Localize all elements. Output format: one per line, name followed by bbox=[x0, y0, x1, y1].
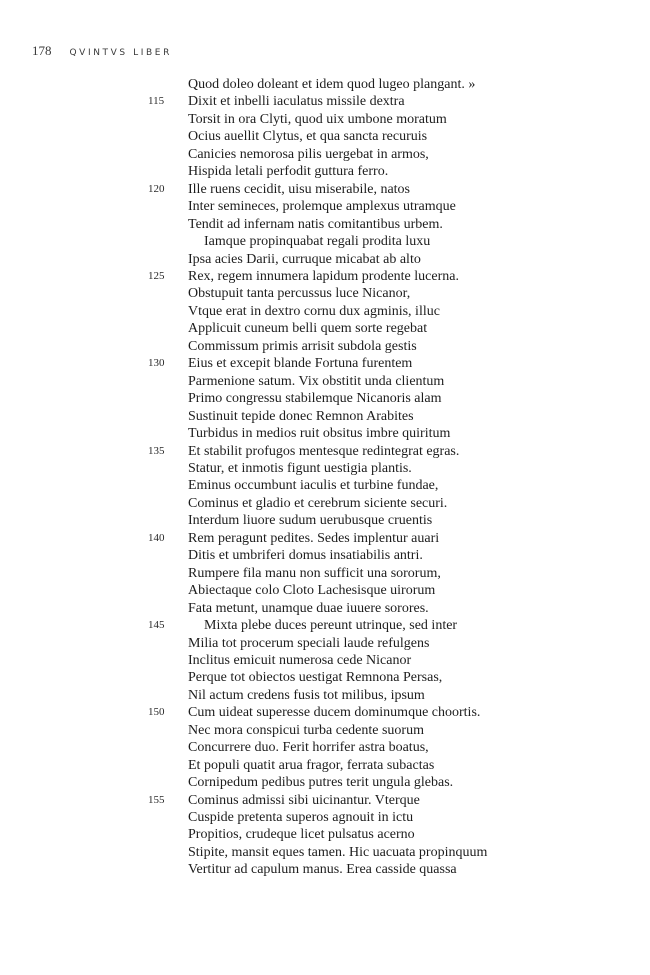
verse-text: Sustinuit tepide donec Remnon Arabites bbox=[188, 408, 414, 424]
verse-text: Rex, regem innumera lapidum prodente lucerna. bbox=[188, 268, 459, 284]
verse-text: Interdum liuore sudum uerubusque cruentis bbox=[188, 513, 433, 529]
verse-line bbox=[0, 355, 650, 372]
verse-text: Hispida letali perfodit guttura ferro. bbox=[188, 164, 389, 180]
page-number: 178 bbox=[32, 43, 52, 58]
verse-text: Fata metunt, unamque duae iuuere sorores. bbox=[188, 600, 429, 616]
verse-text: Commissum primis arrisit subdola gestis bbox=[188, 338, 417, 354]
verse-line bbox=[0, 495, 650, 512]
verse-text: Rem peragunt pedites. Sedes implentur auari bbox=[188, 530, 440, 546]
verse-text: Et populi quatit arua fragor, ferrata subactas bbox=[188, 757, 435, 773]
verse-line bbox=[0, 111, 650, 128]
poem-text bbox=[0, 76, 650, 879]
line-number: 155 bbox=[148, 793, 165, 806]
verse-text: Ipsa acies Darii, curruque micabat ab alto bbox=[188, 251, 421, 267]
verse-text: Cum uideat superesse ducem dominumque choortis. bbox=[188, 705, 481, 721]
verse-text: Iamque propinquabat regali prodita luxu bbox=[204, 234, 431, 250]
verse-line bbox=[0, 617, 650, 634]
verse-line bbox=[0, 477, 650, 494]
verse-text: Obstupuit tanta percussus luce Nicanor, bbox=[188, 286, 411, 302]
verse-text: Tendit ad infernam natis comitantibus urbem. bbox=[188, 216, 443, 232]
verse-line bbox=[0, 320, 650, 337]
verse-text: Perque tot obiectos uestigat Remnona Persas, bbox=[188, 670, 443, 686]
verse-line bbox=[0, 146, 650, 163]
verse-line bbox=[0, 844, 650, 861]
verse-line bbox=[0, 233, 650, 250]
verse-line bbox=[0, 268, 650, 285]
verse-text: Ille ruens cecidit, uisu miserabile, natos bbox=[188, 181, 410, 197]
verse-text: Rumpere fila manu non sufficit una sororum, bbox=[188, 565, 441, 581]
verse-text: Abiectaque colo Cloto Lachesisque uirorum bbox=[188, 583, 436, 599]
line-number: 130 bbox=[148, 357, 165, 370]
verse-text: Inclitus emicuit numerosa cede Nicanor bbox=[188, 652, 412, 668]
verse-line bbox=[0, 792, 650, 809]
verse-text: Cominus et gladio et cerebrum siciente securi. bbox=[188, 495, 448, 511]
verse-line bbox=[0, 512, 650, 529]
line-number: 140 bbox=[148, 531, 165, 544]
running-header bbox=[32, 42, 172, 60]
verse-text: Eminus occumbunt iaculis et turbine fundae, bbox=[188, 478, 439, 494]
verse-text: Applicuit cuneum belli quem sorte regebat bbox=[188, 321, 428, 337]
line-number: 120 bbox=[148, 182, 165, 195]
verse-text: Stipite, mansit eques tamen. Hic uacuata propinquum bbox=[188, 844, 488, 860]
verse-line bbox=[0, 390, 650, 407]
verse-text: Cominus admissi sibi uicinantur. Vterque bbox=[188, 792, 420, 808]
verse-text: Nec mora conspicui turba cedente suorum bbox=[188, 722, 424, 738]
verse-text: Primo congressu stabilemque Nicanoris alam bbox=[188, 391, 442, 407]
verse-line bbox=[0, 128, 650, 145]
verse-text: Mixta plebe duces pereunt utrinque, sed inter bbox=[204, 618, 458, 634]
verse-line bbox=[0, 687, 650, 704]
verse-text: Eius et excepit blande Fortuna furentem bbox=[188, 356, 413, 372]
verse-line bbox=[0, 163, 650, 180]
verse-line bbox=[0, 530, 650, 547]
verse-text: Canicies nemorosa pilis uergebat in armos, bbox=[188, 146, 429, 162]
verse-line bbox=[0, 181, 650, 198]
verse-line bbox=[0, 547, 650, 564]
verse-text: Vtque erat in dextro cornu dux agminis, illuc bbox=[188, 303, 440, 319]
verse-text: Et stabilit profugos mentesque redintegrat egras. bbox=[188, 443, 460, 459]
verse-line bbox=[0, 582, 650, 599]
verse-line bbox=[0, 809, 650, 826]
verse-text: Milia tot procerum speciali laude refulgens bbox=[188, 635, 430, 651]
verse-line bbox=[0, 408, 650, 425]
verse-text: Cuspide pretenta superos agnouit in ictu bbox=[188, 810, 414, 826]
verse-line bbox=[0, 373, 650, 390]
verse-text: Dixit et inbelli iaculatus missile dextra bbox=[188, 94, 405, 110]
verse-text: Parmenione satum. Vix obstitit unda clientum bbox=[188, 373, 445, 389]
line-number: 125 bbox=[148, 269, 165, 282]
verse-line bbox=[0, 338, 650, 355]
verse-text: Ocius auellit Clytus, et qua sancta recuruis bbox=[188, 129, 428, 145]
verse-text: Statur, et inmotis figunt uestigia plantis. bbox=[188, 460, 412, 476]
verse-text: Torsit in ora Clyti, quod uix umbone moratum bbox=[188, 111, 447, 127]
verse-line bbox=[0, 826, 650, 843]
verse-line bbox=[0, 303, 650, 320]
line-number: 145 bbox=[148, 619, 165, 632]
verse-line bbox=[0, 93, 650, 110]
verse-line bbox=[0, 251, 650, 268]
verse-text: Ditis et umbriferi domus insatiabilis antri. bbox=[188, 548, 423, 564]
verse-line bbox=[0, 669, 650, 686]
verse-line bbox=[0, 285, 650, 302]
verse-text: Concurrere duo. Ferit horrifer astra boatus, bbox=[188, 740, 429, 756]
verse-text: Inter semineces, prolemque amplexus utramque bbox=[188, 199, 456, 215]
running-head-title: QVINTVS LIBER bbox=[69, 48, 172, 58]
verse-text: Vertitur ad capulum manus. Erea casside quassa bbox=[188, 862, 457, 878]
verse-text: Turbidus in medios ruit obsitus imbre quiritum bbox=[188, 426, 451, 442]
verse-line bbox=[0, 460, 650, 477]
verse-line bbox=[0, 198, 650, 215]
verse-line bbox=[0, 76, 650, 93]
line-number: 115 bbox=[148, 95, 165, 108]
verse-line bbox=[0, 652, 650, 669]
verse-line bbox=[0, 443, 650, 460]
verse-line bbox=[0, 722, 650, 739]
verse-line bbox=[0, 216, 650, 233]
verse-text: Propitios, crudeque licet pulsatus acerno bbox=[188, 827, 415, 843]
verse-line bbox=[0, 861, 650, 878]
verse-line bbox=[0, 635, 650, 652]
line-number: 150 bbox=[148, 706, 165, 719]
verse-text: Cornipedum pedibus putres terit ungula glebas. bbox=[188, 775, 454, 791]
verse-line bbox=[0, 739, 650, 756]
verse-line bbox=[0, 425, 650, 442]
verse-line bbox=[0, 704, 650, 721]
line-number: 135 bbox=[148, 444, 165, 457]
verse-line bbox=[0, 565, 650, 582]
verse-line bbox=[0, 774, 650, 791]
verse-text: Nil actum credens fusis tot milibus, ipsum bbox=[188, 687, 425, 703]
verse-line bbox=[0, 757, 650, 774]
verse-text: Quod doleo doleant et idem quod lugeo plangant. » bbox=[188, 77, 476, 92]
verse-line bbox=[0, 600, 650, 617]
